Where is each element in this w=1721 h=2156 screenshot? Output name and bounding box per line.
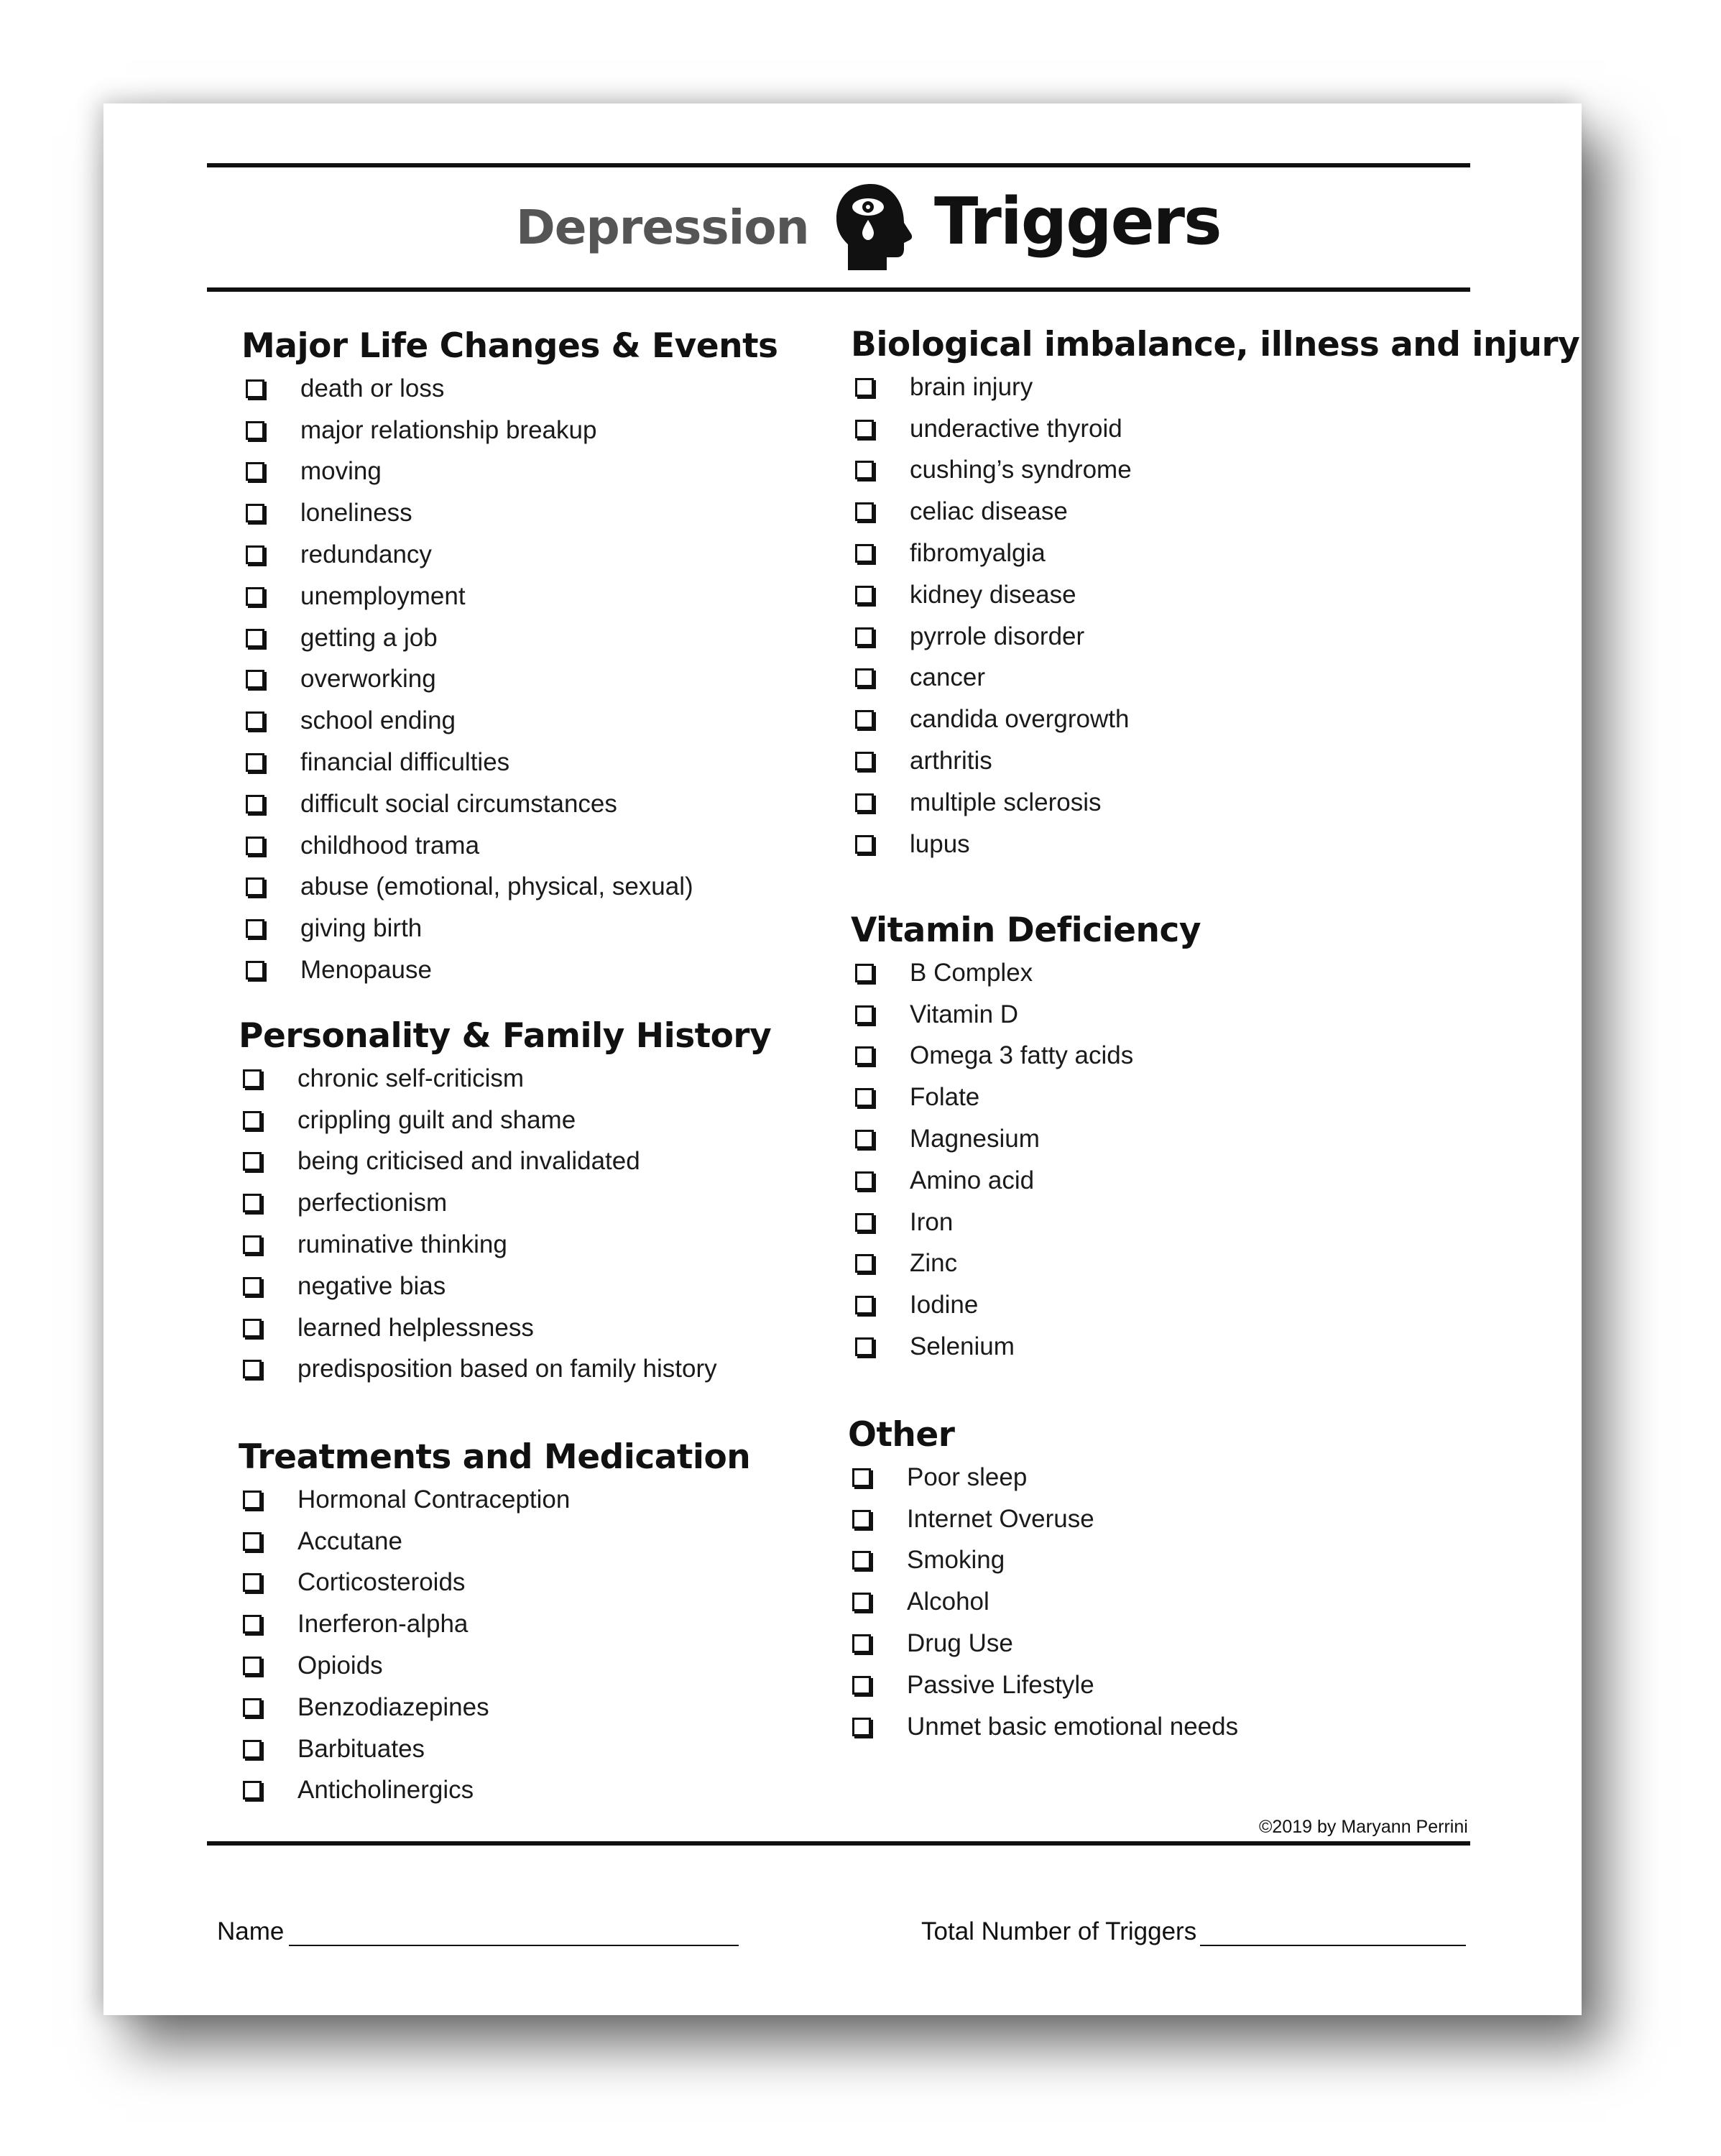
checkbox[interactable] xyxy=(246,462,264,481)
checkbox[interactable] xyxy=(855,586,874,604)
checklist-item-label: Alcohol xyxy=(907,1588,989,1616)
checklist-item[interactable] xyxy=(241,700,778,742)
section-other xyxy=(848,1414,1238,1748)
checklist-item-label: difficult social circumstances xyxy=(300,789,617,818)
checkbox[interactable] xyxy=(855,710,874,729)
checklist-item-label: cushing’s syndrome xyxy=(910,456,1132,484)
checklist xyxy=(239,1058,771,1390)
checkbox[interactable] xyxy=(246,919,264,938)
total-triggers-field[interactable] xyxy=(1200,1945,1466,1946)
checklist-item[interactable] xyxy=(241,617,778,659)
checklist-item-label: Corticosteroids xyxy=(297,1568,466,1597)
checklist-item[interactable] xyxy=(239,1266,771,1307)
checkbox[interactable] xyxy=(243,1360,262,1378)
checklist-item[interactable] xyxy=(851,1284,1201,1326)
checklist-item-label: Poor sleep xyxy=(907,1462,1028,1491)
checkbox[interactable] xyxy=(246,504,264,522)
checklist-item-label: Selenium xyxy=(910,1332,1015,1361)
checkbox[interactable] xyxy=(855,420,874,438)
section-heading: Personality & Family History xyxy=(239,1016,772,1056)
checklist-item[interactable] xyxy=(241,492,778,534)
checklist-item[interactable] xyxy=(239,1603,750,1645)
checkbox[interactable] xyxy=(246,587,264,606)
checklist-item-label: Benzodiazepines xyxy=(297,1692,489,1721)
checklist-item-label: lupus xyxy=(910,829,970,858)
checklist xyxy=(239,1479,750,1811)
checklist-item-label: kidney disease xyxy=(910,580,1076,609)
name-label: Name xyxy=(217,1917,285,1945)
checklist-item-label: redundancy xyxy=(300,540,432,569)
checkbox[interactable] xyxy=(852,1634,871,1653)
checklist-item[interactable] xyxy=(851,658,1579,699)
checkbox[interactable] xyxy=(246,753,264,772)
checklist-item[interactable] xyxy=(851,740,1579,782)
name-field[interactable] xyxy=(289,1945,739,1946)
checklist-item[interactable] xyxy=(851,1077,1201,1118)
checklist-item-label: chronic self-criticism xyxy=(297,1064,525,1092)
checkbox[interactable] xyxy=(855,668,874,687)
section-heading: Vitamin Deficiency xyxy=(851,911,1201,950)
checklist-item[interactable] xyxy=(851,533,1579,574)
checklist-item-label: Inerferon-alpha xyxy=(297,1610,469,1639)
checklist-item-label: unemployment xyxy=(300,581,466,610)
checklist-item-label: crippling guilt and shame xyxy=(297,1105,576,1134)
bottom-rule xyxy=(207,1841,1470,1846)
checklist-item[interactable] xyxy=(241,534,778,576)
checkbox[interactable] xyxy=(243,1698,262,1717)
checklist-item[interactable] xyxy=(851,491,1579,533)
checklist-item-label: Iodine xyxy=(910,1291,979,1319)
checkbox[interactable] xyxy=(246,837,264,855)
title-depression: Depression xyxy=(516,200,809,255)
checkbox[interactable] xyxy=(243,1194,262,1212)
head-with-tear-icon xyxy=(834,183,914,272)
checklist-item-label: Opioids xyxy=(297,1651,383,1680)
checkbox[interactable] xyxy=(855,627,874,646)
checklist-item[interactable] xyxy=(851,450,1579,492)
checkbox[interactable] xyxy=(855,1046,874,1065)
checklist-item[interactable] xyxy=(239,1182,771,1224)
checkbox[interactable] xyxy=(855,1337,874,1356)
checklist-item-label: predisposition based on family history xyxy=(297,1355,717,1383)
checkbox[interactable] xyxy=(855,793,874,812)
checkbox[interactable] xyxy=(246,795,264,814)
checkbox[interactable] xyxy=(852,1593,871,1611)
checkbox[interactable] xyxy=(852,1718,871,1736)
checklist-item[interactable] xyxy=(241,576,778,617)
checklist-item-label: candida overgrowth xyxy=(910,705,1130,734)
checkbox[interactable] xyxy=(855,1171,874,1190)
checklist-item-label: Iron xyxy=(910,1207,954,1236)
checkbox[interactable] xyxy=(852,1510,871,1529)
checkbox[interactable] xyxy=(243,1532,262,1551)
checklist-item-label: getting a job xyxy=(300,623,438,652)
checkbox[interactable] xyxy=(243,1277,262,1296)
checkbox[interactable] xyxy=(246,421,264,440)
checklist-item[interactable] xyxy=(848,1498,1238,1540)
checklist-item-label: Menopause xyxy=(300,956,432,985)
section-treatments-medication xyxy=(239,1436,750,1811)
section-heading: Major Life Changes & Events xyxy=(241,326,778,366)
checkbox[interactable] xyxy=(852,1468,871,1487)
checkbox[interactable] xyxy=(246,961,264,980)
checklist-item-label: celiac disease xyxy=(910,497,1068,526)
checklist-item-label: Smoking xyxy=(907,1546,1005,1575)
checkbox[interactable] xyxy=(246,545,264,564)
checklist-item[interactable] xyxy=(239,1728,750,1770)
checklist-item-label: major relationship breakup xyxy=(300,415,597,444)
checkbox[interactable] xyxy=(855,1296,874,1314)
checklist-item[interactable] xyxy=(851,782,1579,824)
checkbox[interactable] xyxy=(855,544,874,563)
checklist-item[interactable] xyxy=(851,994,1201,1036)
checkbox[interactable] xyxy=(852,1551,871,1570)
checklist-item[interactable] xyxy=(239,1224,771,1266)
checkbox[interactable] xyxy=(855,1005,874,1024)
checklist xyxy=(851,952,1201,1368)
checklist xyxy=(241,368,778,991)
checklist-item[interactable] xyxy=(241,867,778,908)
checklist-item-label: abuse (emotional, physical, sexual) xyxy=(300,872,693,901)
checklist-item-label: Barbituates xyxy=(297,1734,425,1763)
checklist-item-label: childhood trama xyxy=(300,831,480,860)
top-rule xyxy=(207,163,1470,167)
checklist-item[interactable] xyxy=(851,1202,1201,1243)
page-title xyxy=(0,180,1721,280)
checklist-item[interactable] xyxy=(851,1160,1201,1202)
checklist-item-label: cancer xyxy=(910,663,986,692)
checklist-item[interactable] xyxy=(241,659,778,701)
total-triggers-label: Total Number of Triggers xyxy=(921,1917,1197,1945)
checklist xyxy=(851,367,1579,865)
checkbox[interactable] xyxy=(246,877,264,896)
copyright-notice: ©2019 by Maryann Perrini xyxy=(1259,1817,1468,1837)
checklist-item-label: multiple sclerosis xyxy=(910,788,1102,816)
checklist-item-label: learned helplessness xyxy=(297,1313,534,1342)
checklist-item[interactable] xyxy=(239,1479,750,1521)
checklist-item-label: Accutane xyxy=(297,1526,402,1555)
checkbox[interactable] xyxy=(243,1781,262,1800)
checklist-item[interactable] xyxy=(239,1349,771,1391)
checkbox[interactable] xyxy=(855,752,874,770)
checklist-item-label: Folate xyxy=(910,1083,980,1112)
section-major-life-changes xyxy=(241,325,778,991)
checklist-item-label: giving birth xyxy=(300,914,423,943)
checkbox[interactable] xyxy=(243,1319,262,1337)
checklist-item[interactable] xyxy=(239,1141,771,1183)
checklist-item[interactable] xyxy=(851,952,1201,994)
checkbox[interactable] xyxy=(243,1152,262,1171)
checkbox[interactable] xyxy=(855,1254,874,1273)
checklist-item[interactable] xyxy=(241,368,778,410)
checklist-item-label: Passive Lifestyle xyxy=(907,1670,1094,1699)
title-underline-rule xyxy=(207,287,1470,292)
checklist-item-label: pyrrole disorder xyxy=(910,622,1085,650)
checklist-item-label: death or loss xyxy=(300,374,445,402)
checklist-item-label: financial difficulties xyxy=(300,748,510,777)
checklist-item[interactable] xyxy=(239,1307,771,1349)
checkbox[interactable] xyxy=(855,835,874,854)
checklist-item-label: Drug Use xyxy=(907,1629,1013,1658)
checklist-item-label: moving xyxy=(300,457,382,486)
checklist-item[interactable] xyxy=(851,1118,1201,1160)
checklist-item-label: Amino acid xyxy=(910,1166,1035,1194)
checklist-item[interactable] xyxy=(851,824,1579,865)
section-heading: Biological imbalance, illness and injury xyxy=(851,325,1580,364)
checklist-item[interactable] xyxy=(241,451,778,493)
checkbox[interactable] xyxy=(855,1130,874,1148)
checklist-item[interactable] xyxy=(241,742,778,783)
checklist-item-label: Hormonal Contraception xyxy=(297,1485,571,1514)
checklist-item[interactable] xyxy=(241,783,778,825)
checkbox[interactable] xyxy=(243,1111,262,1130)
checklist-item[interactable] xyxy=(851,1326,1201,1368)
checklist-item-label: loneliness xyxy=(300,499,412,528)
checklist-item[interactable] xyxy=(848,1623,1238,1664)
checklist-item-label: Unmet basic emotional needs xyxy=(907,1712,1239,1741)
checkbox[interactable] xyxy=(855,461,874,479)
checkbox[interactable] xyxy=(243,1615,262,1634)
checklist-item[interactable] xyxy=(848,1581,1238,1623)
checklist-item-label: underactive thyroid xyxy=(910,414,1122,443)
checklist-item[interactable] xyxy=(241,825,778,867)
checklist-item[interactable] xyxy=(848,1706,1238,1748)
checkbox[interactable] xyxy=(246,670,264,688)
checklist-item[interactable] xyxy=(848,1457,1238,1498)
checklist-item[interactable] xyxy=(851,1243,1201,1285)
checklist-item[interactable] xyxy=(239,1562,750,1604)
checklist-item[interactable] xyxy=(848,1540,1238,1582)
checklist-item-label: Vitamin D xyxy=(910,1000,1019,1028)
checkbox[interactable] xyxy=(246,629,264,648)
checklist-item[interactable] xyxy=(239,1100,771,1141)
checklist-item[interactable] xyxy=(241,949,778,991)
checklist-item[interactable] xyxy=(239,1645,750,1687)
section-heading: Treatments and Medication xyxy=(239,1437,751,1477)
checkbox[interactable] xyxy=(246,379,264,398)
section-personality-family-history xyxy=(239,1015,771,1390)
checklist-item-label: ruminative thinking xyxy=(297,1230,507,1259)
checkbox[interactable] xyxy=(243,1491,262,1509)
checklist-item[interactable] xyxy=(239,1521,750,1562)
checklist-item[interactable] xyxy=(241,410,778,451)
checklist-item-label: B Complex xyxy=(910,958,1033,987)
checklist-item-label: Anticholinergics xyxy=(297,1776,474,1805)
checklist-item[interactable] xyxy=(241,908,778,949)
checklist-item-label: fibromyalgia xyxy=(910,539,1046,568)
checklist-item[interactable] xyxy=(851,574,1579,616)
checkbox[interactable] xyxy=(243,1740,262,1759)
checklist-item-label: being criticised and invalidated xyxy=(297,1147,640,1176)
checklist-item-label: arthritis xyxy=(910,747,992,775)
checkbox[interactable] xyxy=(855,964,874,982)
checklist-item[interactable] xyxy=(851,367,1579,408)
checklist-item-label: Omega 3 fatty acids xyxy=(910,1041,1134,1070)
checkbox[interactable] xyxy=(855,502,874,521)
checklist-item[interactable] xyxy=(848,1664,1238,1706)
checkbox[interactable] xyxy=(243,1657,262,1675)
checkbox[interactable] xyxy=(855,1088,874,1107)
checkbox[interactable] xyxy=(243,1235,262,1254)
checklist-item-label: Magnesium xyxy=(910,1125,1040,1153)
title-triggers: Triggers xyxy=(934,184,1221,259)
checklist-item[interactable] xyxy=(851,699,1579,740)
checklist-item-label: perfectionism xyxy=(297,1189,448,1217)
checkbox[interactable] xyxy=(243,1069,262,1088)
checklist-item[interactable] xyxy=(239,1687,750,1728)
checklist-item-label: overworking xyxy=(300,665,436,694)
checklist-item-label: brain injury xyxy=(910,372,1033,401)
checklist-item-label: Internet Overuse xyxy=(907,1504,1094,1533)
checklist-item-label: Zinc xyxy=(910,1249,958,1278)
checklist-item-label: school ending xyxy=(300,706,456,735)
checkbox[interactable] xyxy=(243,1573,262,1592)
checklist-item[interactable] xyxy=(239,1058,771,1100)
checklist xyxy=(848,1457,1238,1748)
section-heading: Other xyxy=(848,1415,955,1455)
section-biological-imbalance xyxy=(851,323,1579,865)
section-vitamin-deficiency xyxy=(851,909,1201,1368)
checklist-item[interactable] xyxy=(851,1036,1201,1077)
checkbox[interactable] xyxy=(246,711,264,730)
checklist-item[interactable] xyxy=(851,616,1579,658)
checkbox[interactable] xyxy=(852,1676,871,1695)
checklist-item[interactable] xyxy=(239,1770,750,1812)
checklist-item-label: negative bias xyxy=(297,1271,446,1300)
checkbox[interactable] xyxy=(855,378,874,397)
checklist-item[interactable] xyxy=(851,408,1579,450)
checkbox[interactable] xyxy=(855,1213,874,1232)
